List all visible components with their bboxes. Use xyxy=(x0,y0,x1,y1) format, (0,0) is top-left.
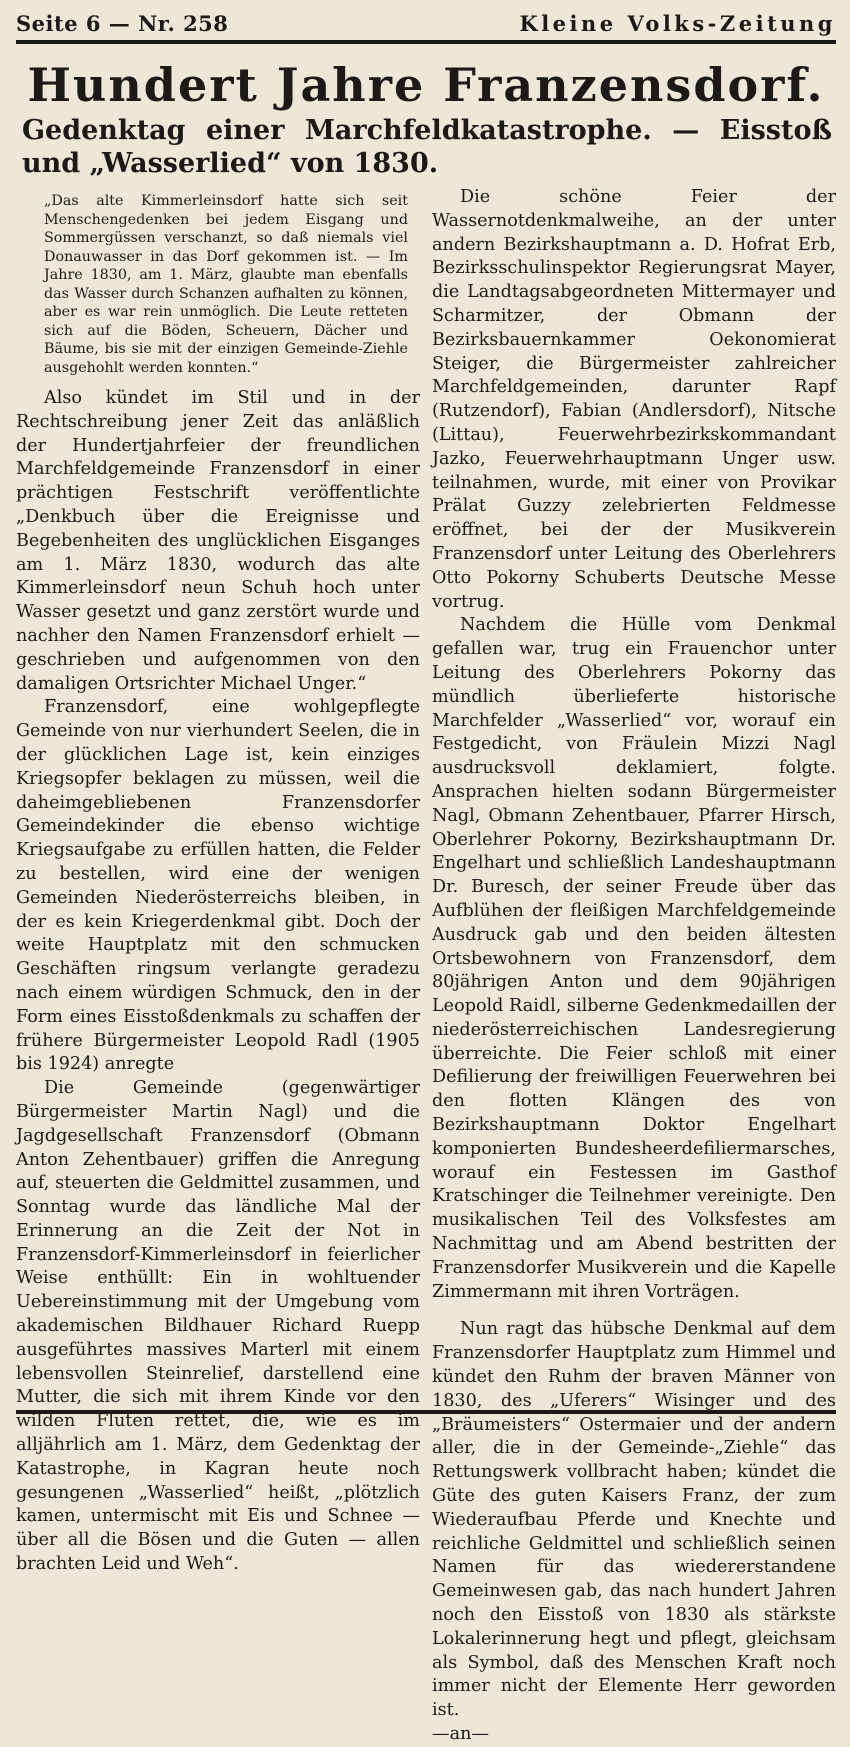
opening-quote xyxy=(44,192,408,377)
paragraph: Die Gemeinde (gegenwärtiger Bürgermeister Martin Nagl) und die Jagdgesellschaft Franzensdorf (Obmann Anton Zehentbauer) griffen die Anregung auf, steuerten die Geldmittel zusammen, und Sonntag wurde das ländliche Mal der Erinnerung an die Zeit der Not in Franzensdorf-Kimmerleinsdorf in feierlicher Weise enthüllt: Ein in wohltuender Uebereinstimmung mit der Umgebung vom akademischen Bildhauer Richard Ruepp ausgeführtes massives Marterl mit einem lebensvollen Steinrelief, darstellend eine Mutter, die sich mit ihrem Kinde vor den wilden Fluten rettet, die, wie es im alljährlich am 1. März, dem Gedenktag der Katastrophe, in Kagran heute noch gesungenen „Wasserlied“ heißt, „plötzlich kamen, untermischt mit Eis und Schnee — über all die Bösen und die Guten — allen brachten Leid und Weh“. xyxy=(16,1078,420,1575)
article-title: Hundert Jahre Franzensdorf. xyxy=(27,58,825,112)
footer-rule xyxy=(16,1410,836,1414)
header-rule xyxy=(16,40,836,44)
author-signature: —an— xyxy=(432,1724,490,1744)
newspaper-name: Kleine Volks-Zeitung xyxy=(519,10,836,36)
paragraph: Die schöne Feier der Wassernotdenkmalweihe, an der unter andern Bezirkshauptmann a. D. Hofrat Erb, Bezirksschulinspektor Regierungsrat Mayer, die Landtagsabgeordneten Mittermayer und Scharmitzer, der Obmann der Bezirksbauernkammer Oekonomierat Steiger, die Bürgermeister zahlreicher Marchfeldgemeinden, darunter Rapf (Rutzendorf), Fabian (Andlersdorf), Nitsche (Littau), Feuerwehrbezirkskommandant Jazko, Feuerwehrhauptmann Unger usw. teilnahmen, wurde, mit einer von Provikar Prälat Guzzy zelebrierten Feldmesse eröffnet, bei der der Musikverein Franzensdorf unter Leitung des Oberlehrers Otto Pokorny Schuberts Deutsche Messe vortrug. xyxy=(432,187,836,612)
quote-text: „Das alte Kimmerleinsdorf hatte sich seit Menschengedenken bei jedem Eisgang und Sommergüssen verschanzt, so daß niemals viel Donauwasser in das Dorf gekommen ist. — Im Jahre 1830, am 1. März, glaubte man ebenfalls das Wasser durch Schanzen aufhalten zu können, aber es war rein unmöglich. Die Leute retteten sich auf die Böden, Scheuern, Dächer und Bäume, bis sie mit der einzigen Gemeinde-Ziehle ausgehohlt werden konnten.“ xyxy=(44,193,408,376)
article-columns xyxy=(16,186,836,1747)
paragraph: Also kündet im Stil und in der Rechtschreibung jener Zeit das anläßlich der Hundertjahrfeier der freundlichen Marchfeldgemeinde Franzensdorf in einer prächtigen Festschrift veröffentlichte „Denkbuch über die Ereignisse und Begebenheiten des unglücklichen Eisganges am 1. März 1830, wodurch das alte Kimmerleinsdorf neun Schuh hoch unter Wasser gesetzt und ganz zerstört wurde und nachher den Namen Franzensdorf erhielt — geschrieben und aufgenommen von den damaligen Ortsrichter Michael Unger.“ xyxy=(16,388,420,694)
page-header xyxy=(16,8,836,38)
article-subtitle: Gedenktag einer Marchfeldkatastrophe. — Eisstoß und „Wasserlied“ von 1830. xyxy=(22,115,832,179)
right-column xyxy=(432,186,836,1747)
page-number: Seite 6 — Nr. 258 xyxy=(16,10,229,36)
paragraph: Nachdem die Hülle vom Denkmal gefallen war, trug ein Frauenchor unter Leitung des Oberlehrers Pokorny das mündlich überlieferte historische Marchfelder „Wasserlied“ vor, worauf ein Festgedicht, von Fräulein Mizzi Nagl ausdrucksvoll deklamiert, folgte. Ansprachen hielten sodann Bürgermeister Nagl, Obmann Zehentbauer, Pfarrer Hirsch, Oberlehrer Pokorny, Bezirkshauptmann Dr. Engelhart und schließlich Landeshauptmann Dr. Buresch, der seiner Freude über das Aufblühen der fleißigen Marchfeldgemeinde Ausdruck gab und den beiden ältesten Ortsbewohnern von Franzensdorf, dem 80jährigen Anton und dem 90jährigen Leopold Raidl, silberne Gedenkmedaillen der niederösterreichischen Landesregierung überreichte. Die Feier schloß mit einer Defilierung der freiwilligen Feuerwehren bei den flotten Klängen des von Bezirkshauptmann Doktor Engelhart komponierten Bundesheerdefiliermarsches, worauf ein Festessen im Gasthof Kratschinger die Teilnehmer vereinigte. Den musikalischen Teil des Volksfestes am Nachmittag und am Abend bestritten der Franzensdorfer Musikverein und die Kapelle Zimmermann mit ihren Vorträgen. xyxy=(432,615,836,1302)
paragraph: Franzensdorf, eine wohlgepflegte Gemeinde von nur vierhundert Seelen, die in der glücklichen Lage ist, kein einziges Kriegsopfer beklagen zu müssen, weil die daheimgebliebenen Franzensdorfer Gemeindekinder die ebenso wichtige Kriegsaufgabe zu erfüllen hatten, die Felder zu bestellen, wird eine der wenigen Gemeinden Niederösterreichs bleiben, in der es kein Kriegerdenkmal gibt. Doch der weite Hauptplatz mit den schmucken Geschäften ringsum verlangte geradezu nach einem würdigen Schmuck, den in der Form eines Eisstoßdenkmals zu schaffen der frühere Bürgermeister Leopold Radl (1905 bis 1924) anregte xyxy=(16,697,420,1075)
left-column xyxy=(16,186,420,1747)
paragraph: Nun ragt das hübsche Denkmal auf dem Franzensdorfer Hauptplatz zum Himmel und kündet den Ruhm der braven Männer von 1830, des „Uferers“ Wisinger und des „Bräumeisters“ Ostermaier und der andern aller, die in der Gemeinde-„Ziehle“ das Rettungswerk vollbracht haben; kündet die Güte des guten Kaisers Franz, der zum Wiederaufbau Pferde und Knechte und reichliche Geldmittel und schließlich seinen Namen für das wiedererstandene Gemeinwesen gab, das nach hundert Jahren noch den Eisstoß von 1830 als stärkste Lokalerinnerung hegt und pflegt, gleichsam als Symbol, daß des Menschen Kraft noch immer nicht der Elemente Herr geworden ist. xyxy=(432,1319,836,1721)
